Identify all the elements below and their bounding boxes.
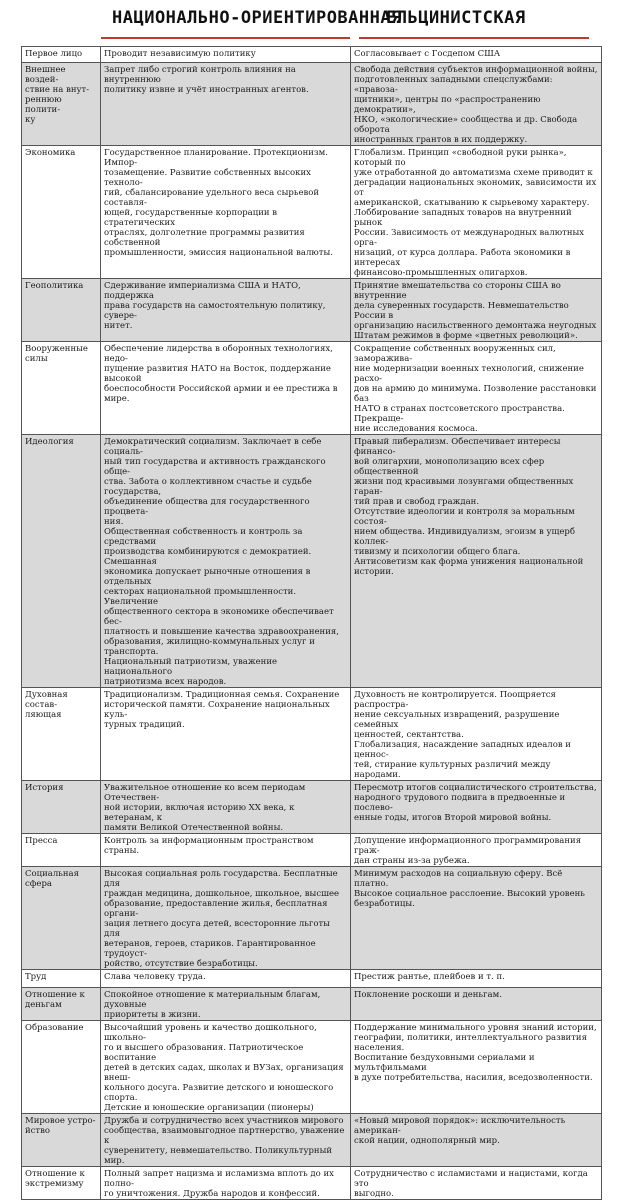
row-yeltsin [351,342,602,435]
row-national-text: Традиционализм. Традиционная семья. Сохранение исторической памяти. Сохранение национальных куль- турных традиций. [104,690,340,730]
table-row [22,1167,602,1200]
row-topic-text: Социальная сфера [25,869,79,889]
row-topic [22,688,101,781]
row-yeltsin-text: Согласовывает с Госдепом США [354,49,501,59]
table-row [22,342,602,435]
row-yeltsin [351,47,602,63]
row-yeltsin-text: Правый либерализм. Обеспечивает интересы финансо- вой олигархии, монополизацию всех сфер общественной жизни под красивыми лозунгами общественных гаран- тий прав и свобод граждан. Отсутствие идеологии и контроля за моральным состоя- нием общества. Индивидуализм, эгоизм в ущерб коллек- тивизму и психологии общего блага. Антисоветизм как форма унижения национальной истории. [354,437,584,577]
row-yeltsin [351,279,602,342]
row-yeltsin [351,988,602,1021]
comparison-table [21,46,602,1200]
row-yeltsin-text: Поклонение роскоши и деньгам. [354,990,502,1000]
row-yeltsin [351,688,602,781]
row-national-text: Слава человеку труда. [104,972,206,982]
row-topic [22,63,101,146]
row-topic [22,146,101,279]
table-row [22,867,602,970]
row-national-text: Высокая социальная роль государства. Бесплатные для граждан медицина, дошкольное, школьное, высшее образование, предоставление жилья, бесплатная органи- зация летнего досуга детей, всесторонние льготы для ветеранов, героев, стариков. Гарантированное трудоуст- ройство, отсутствие безработицы. [104,869,340,969]
header-national-underline [101,37,350,39]
header-national: НАЦИОНАЛЬНО-ОРИЕНТИРОВАННАЯ [112,8,402,28]
row-topic [22,435,101,688]
row-topic-text: Экономика [25,148,76,158]
row-national-text: Сдерживание империализма США и НАТО, поддержка права государств на самостоятельную политику, сувере- нитет. [104,281,326,331]
row-topic [22,279,101,342]
row-topic-text: Первое лицо [25,49,83,59]
table-row [22,47,602,63]
row-yeltsin [351,834,602,867]
row-national-text: Государственное планирование. Протекционизм. Импор- тозамещение. Развитие собственных высоких техноло- гий, сбалансирование удельного веса сырьевой составля- ющей, государственные корпорации в стратегических отраслях, долголетние программы развития собственной промышленности, эмиссия национальной валюты. [104,148,333,258]
row-national-text: Проводит независимую политику [104,49,256,59]
row-yeltsin [351,435,602,688]
table-row [22,63,602,146]
row-topic [22,1114,101,1167]
row-national-text: Контроль за информационным пространством страны. [104,836,314,856]
row-national [101,342,351,435]
row-yeltsin [351,1167,602,1200]
row-national-text: Демократический социализм. Заключает в себе социаль- ный тип государства и активность гражданского обще- ства. Забота о коллективном счастье и судьбе государства, объединение общества для государственного процвета- ния. Общественная собственность и контроль за средствами производства комбинируются с демократией. Смешанная экономика допускает рыночные отношения в отдельных секторах национальной промышленности. Увеличение общественного сектора в экономике обеспечивает бес- платность и повышение качества здравоохранения, образования, жилищно-коммунальных услуг и транспорта. Национальный патриотизм, уважение национального патриотизма всех народов. [104,437,339,687]
row-yeltsin-text: Минимум расходов на социальную сферу. Всё платно. Высокое социальное расслоение. Высокий уровень безработицы. [354,869,585,909]
row-national-text: Дружба и сотрудничество всех участников мирового сообщества, взаимовыгодное партнерство, уважение к суверенитету, невмешательство. Поликультурный мир. [104,1116,345,1166]
row-topic-text: Отношение к деньгам [25,990,85,1010]
row-yeltsin-text: «Новый мировой порядок»: исключительность американ- ской нации, однополярный мир. [354,1116,566,1146]
row-national [101,279,351,342]
table-row [22,988,602,1021]
table-row [22,1114,602,1167]
row-national-text: Уважительное отношение ко всем периодам Отечествен- ной истории, включая историю XX века, к ветеранам, к памяти Великой Отечественной войны. [104,783,306,833]
row-yeltsin-text: Сотрудничество с исламистами и нацистами, когда это выгодно. [354,1169,588,1199]
row-national [101,688,351,781]
row-yeltsin-text: Принятие вмешательства со стороны США во внутренние дела суверенных государств. Невмешательство России в организацию насильственного демонтажа неугодных Штатам режимов в форме «цветных революций». [354,281,597,341]
table-row [22,279,602,342]
header-yeltsin: ЕЛЬЦИНИСТСКАЯ [386,8,526,28]
row-national [101,781,351,834]
table-row [22,146,602,279]
row-yeltsin [351,781,602,834]
row-topic-text: История [25,783,64,793]
row-yeltsin [351,867,602,970]
row-topic [22,342,101,435]
row-yeltsin [351,970,602,988]
row-national [101,146,351,279]
row-yeltsin-text: Свобода действия субъектов информационной войны, подготовленных западными спецслужбами: «правозa- щитники», центры по «распространению демократии», НКО, «экологические» сообщества и др. Свобода оборота иностранных грантов в их поддержку. [354,65,598,145]
row-yeltsin-text: Престиж рантье, плейбоев и т. п. [354,972,505,982]
row-national-text: Высочайший уровень и качество дошкольного, школьно- го и высшего образования. Патриотическое воспитание детей в детских садах, школах и ВУЗах, организация внеш- кольного досуга. Развитие детского и юношеского спорта. Детские и юношеские организации (пионеры) [104,1023,344,1113]
table-row [22,688,602,781]
row-topic [22,47,101,63]
row-topic [22,988,101,1021]
row-topic-text: Образование [25,1023,84,1033]
row-topic-text: Духовная состав- ляющая [25,690,68,720]
row-topic-text: Геополитика [25,281,84,291]
row-yeltsin [351,1114,602,1167]
row-topic [22,781,101,834]
row-topic-text: Отношение к экстремизму [25,1169,85,1189]
row-national [101,435,351,688]
row-topic [22,1167,101,1200]
table-row [22,970,602,988]
header-yeltsin-underline [359,37,589,39]
row-topic-text: Мировое устро- йство [25,1116,96,1136]
row-topic-text: Вооруженные силы [25,344,88,364]
row-yeltsin-text: Духовность не контролируется. Поощряется распростра- нение сексуальных извращений, разрушение семейных ценностей, сектантства. Глобализация, насаждение западных идеалов и ценнос- тей, стирание культурных различий между народами. [354,690,571,780]
row-topic [22,834,101,867]
row-national [101,47,351,63]
row-national-text: Спокойное отношение к материальным благам, духовные приоритеты в жизни. [104,990,321,1020]
row-topic-text: Труд [25,972,47,982]
row-national [101,1167,351,1200]
row-national [101,834,351,867]
row-yeltsin-text: Поддержание минимального уровня знаний истории, географии, политики, интеллектуального развития населения. Воспитание бездуховными сериалами и мультфильмами в духе потребительства, насилия, вседозволенности. [354,1023,597,1083]
row-yeltsin-text: Допущение информационного программирования граж- дан страны из-за рубежа. [354,836,582,866]
table-row [22,781,602,834]
row-yeltsin-text: Глобализм. Принцип «свободной руки рынка», который по уже отработанной до автоматизма схеме приводит к деградации национальных экономик, зависимости их от американской, скатыванию к сырьевому характеру. Лоббирование западных товаров на внутренний рынок России. Зависимость от международных валютных орга- низаций, от курса доллара. Работа экономики в интересах финансово-промышленных олигархов. [354,148,597,278]
row-topic [22,1021,101,1114]
row-yeltsin [351,63,602,146]
row-yeltsin [351,146,602,279]
row-national [101,1114,351,1167]
row-national [101,988,351,1021]
row-national [101,1021,351,1114]
column-headers [0,8,620,38]
row-national [101,970,351,988]
row-yeltsin [351,1021,602,1114]
row-national-text: Полный запрет нацизма и исламизма вплоть до их полно- го уничтожения. Дружба народов и конфессий. [104,1169,334,1199]
row-yeltsin-text: Пересмотр итогов социалистического строительства, народного трудового подвига в предвоенные и послево- енные годы, итогов Второй мировой войны. [354,783,597,823]
table-row [22,834,602,867]
row-topic [22,867,101,970]
row-national [101,867,351,970]
row-national-text: Обеспечение лидерства в оборонных технологиях, недо- пущение развития НАТО на Восток, поддержание высокой боеспособности Российской армии и ее престижа в мире. [104,344,338,404]
row-topic-text: Внешнее воздей- ствие на внут- реннюю полити- ку [25,65,90,125]
row-national [101,63,351,146]
row-topic-text: Идеология [25,437,74,447]
row-yeltsin-text: Сокращение собственных вооруженных сил, заморажива- ние модернизации военных технологий, снижение расхо- дов на армию до минимума. Позволение расстановки баз НАТО в странах постсоветского пространства. Прекраще- ние исследования космоса. [354,344,597,434]
row-national-text: Запрет либо строгий контроль влияния на внутреннюю политику извне и учёт иностранных агентов. [104,65,309,95]
row-topic [22,970,101,988]
row-topic-text: Пресса [25,836,58,846]
table-row [22,435,602,688]
table-row [22,1021,602,1114]
